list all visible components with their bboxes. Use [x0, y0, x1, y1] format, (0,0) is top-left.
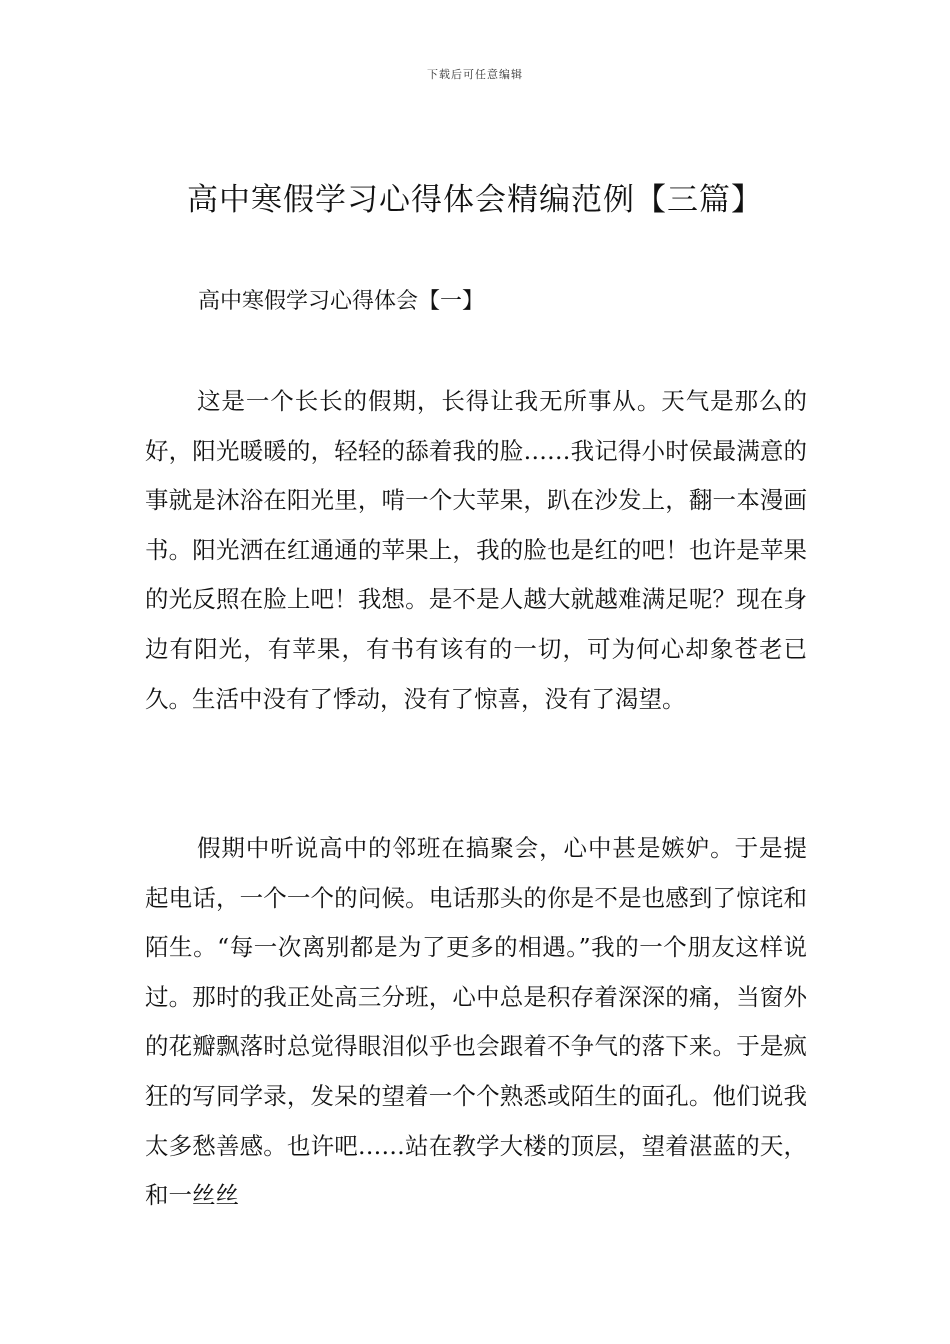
body-paragraph-2: 假期中听说高中的邻班在搞聚会，心中甚是嫉妒。于是提起电话，一个一个的问候。电话那头的你是不是也感到了惊诧和陌生。“每一次离别都是为了更多的相遇。”我的一个朋友这样说过。那时的我正处高三分班，心中总是积存着深深的痛，当窗外的花瓣飘落时总觉得眼泪似乎也会跟着不争气的落下来。于是疯狂的写同学录，发呆的望着一个个熟悉或陌生的面孔。他们说我太多愁善感。也许吧……站在教学大楼的顶层，望着湛蓝的天，和一丝丝: [145, 834, 807, 1210]
header-note: 下载后可任意编辑: [427, 68, 523, 81]
body-paragraph-1: 这是一个长长的假期，长得让我无所事从。天气是那么的好，阳光暖暖的，轻轻的舔着我的脸……我记得小时侯最满意的事就是沐浴在阳光里，啃一个大苹果，趴在沙发上，翻一本漫画书。阳光洒在红通通的苹果上，我的脸也是红的吧！也许是苹果的光反照在脸上吧！我想。是不是人越大就越难满足呢？现在身边有阳光，有苹果，有书有该有的一切，可为何心却象苍老已久。生活中没有了悸动，没有了惊喜，没有了渴望。: [145, 387, 807, 713]
document-title: 高中寒假学习心得体会精编范例【三篇】: [187, 182, 763, 218]
section-heading: 高中寒假学习心得体会【一】: [198, 289, 485, 314]
